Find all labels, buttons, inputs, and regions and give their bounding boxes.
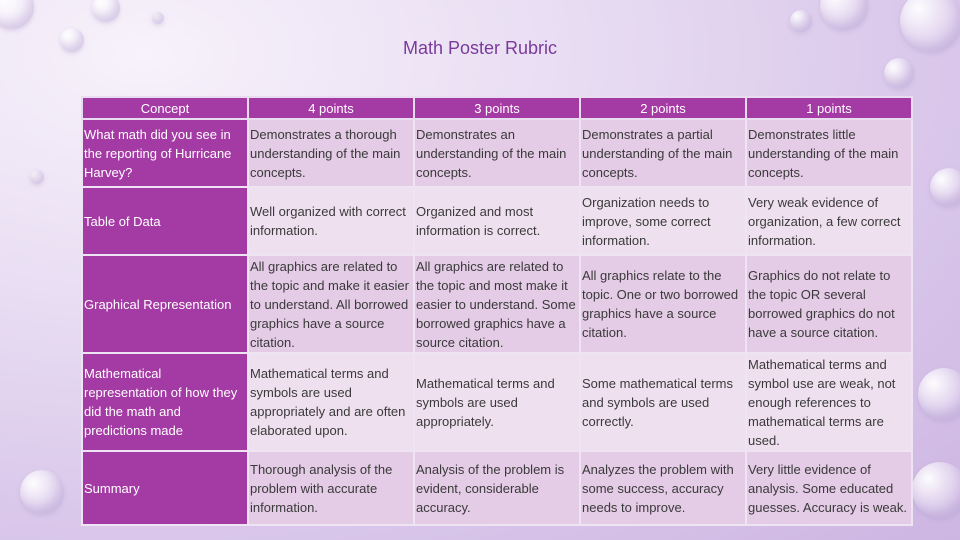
score-cell-3: Demonstrates an understanding of the main concepts. xyxy=(414,119,580,187)
rubric-table xyxy=(81,96,913,526)
concept-cell: Table of Data xyxy=(82,187,248,255)
decorative-bubble xyxy=(820,0,868,30)
score-cell-2: Analyzes the problem with some success, accuracy needs to improve. xyxy=(580,451,746,525)
table-row xyxy=(82,187,912,255)
score-cell-2: All graphics relate to the topic. One or two borrowed graphics have a source citation. xyxy=(580,255,746,353)
concept-cell: Graphical Representation xyxy=(82,255,248,353)
score-cell-3: Mathematical terms and symbols are used appropriately. xyxy=(414,353,580,451)
score-cell-4: Mathematical terms and symbols are used appropriately and are often elaborated upon. xyxy=(248,353,414,451)
column-header-concept: Concept xyxy=(82,97,248,119)
decorative-bubble xyxy=(790,10,812,32)
score-cell-2: Demonstrates a partial understanding of the main concepts. xyxy=(580,119,746,187)
score-cell-1: Graphics do not relate to the topic OR several borrowed graphics do not have a source citation. xyxy=(746,255,912,353)
decorative-bubble xyxy=(92,0,120,22)
decorative-bubble xyxy=(30,170,44,184)
decorative-bubble xyxy=(912,462,960,518)
decorative-bubble xyxy=(918,368,960,420)
score-cell-1: Very little evidence of analysis. Some educated guesses. Accuracy is weak. xyxy=(746,451,912,525)
score-cell-2: Some mathematical terms and symbols are used correctly. xyxy=(580,353,746,451)
score-cell-1: Demonstrates little understanding of the main concepts. xyxy=(746,119,912,187)
column-header-3-points: 3 points xyxy=(414,97,580,119)
decorative-bubble xyxy=(152,12,164,24)
score-cell-4: Well organized with correct information. xyxy=(248,187,414,255)
concept-cell: Summary xyxy=(82,451,248,525)
score-cell-3: Analysis of the problem is evident, considerable accuracy. xyxy=(414,451,580,525)
score-cell-1: Mathematical terms and symbol use are weak, not enough references to mathematical terms are used. xyxy=(746,353,912,451)
column-header-2-points: 2 points xyxy=(580,97,746,119)
column-header-4-points: 4 points xyxy=(248,97,414,119)
table-row xyxy=(82,119,912,187)
score-cell-2: Organization needs to improve, some correct information. xyxy=(580,187,746,255)
table-row xyxy=(82,451,912,525)
score-cell-3: All graphics are related to the topic and most make it easier to understand. Some borrowed graphics have a source citation. xyxy=(414,255,580,353)
decorative-bubble xyxy=(0,0,34,29)
concept-cell: Mathematical representation of how they did the math and predictions made xyxy=(82,353,248,451)
score-cell-4: Demonstrates a thorough understanding of the main concepts. xyxy=(248,119,414,187)
decorative-bubble xyxy=(884,58,914,88)
header-row xyxy=(82,97,912,119)
score-cell-3: Organized and most information is correct. xyxy=(414,187,580,255)
score-cell-4: All graphics are related to the topic and make it easier to understand. All borrowed graphics have a source citation. xyxy=(248,255,414,353)
decorative-bubble xyxy=(20,470,64,514)
column-header-1-points: 1 points xyxy=(746,97,912,119)
decorative-bubble xyxy=(930,168,960,206)
score-cell-1: Very weak evidence of organization, a few correct information. xyxy=(746,187,912,255)
score-cell-4: Thorough analysis of the problem with accurate information. xyxy=(248,451,414,525)
page-title: Math Poster Rubric xyxy=(402,38,558,58)
concept-cell: What math did you see in the reporting of Hurricane Harvey? xyxy=(82,119,248,187)
table-row xyxy=(82,255,912,353)
table-row xyxy=(82,353,912,451)
